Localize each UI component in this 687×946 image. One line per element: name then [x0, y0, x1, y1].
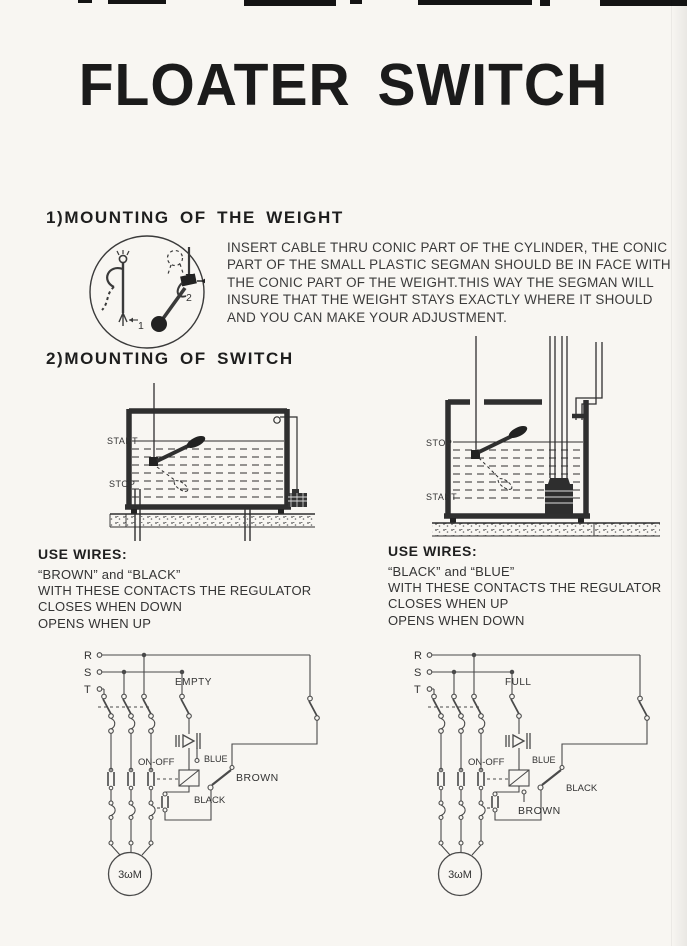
tank-state-label: EMPTY: [175, 677, 212, 688]
contactor-contacts: [108, 768, 154, 801]
wire-note-line: OPENS WHEN UP: [38, 615, 152, 631]
t-bus: [102, 689, 104, 694]
scan-artifact: [350, 0, 362, 4]
tank-leg: [278, 509, 284, 514]
wiring-schematic-empty: [78, 644, 336, 914]
terminal-s-label: S: [84, 667, 92, 679]
section2-heading: 2)MOUNTING OF SWITCH: [46, 349, 294, 368]
figure-step2-label: 2: [186, 292, 192, 304]
body-line: INSERT CABLE THRU CONIC PART OF THE CYLINDER, THE CONIC: [227, 240, 668, 255]
body-line: INSURE THAT THE WEIGHT STAYS EXACTLY WHERE IT SHOULD: [227, 292, 653, 308]
counterweight: [149, 457, 158, 466]
motor-label: 3ωM: [448, 869, 472, 881]
wire-note-line: CLOSES WHEN UP: [388, 596, 509, 612]
indicator-lamp-icon: [506, 733, 530, 749]
blue-wire-label: BLUE: [204, 754, 228, 764]
tank-diagram-filling: [426, 336, 668, 542]
wire-colors-line: “BROWN” and “BLACK”: [38, 567, 181, 582]
figure-step1-label: 1: [138, 320, 144, 332]
terminal-s-label: S: [414, 667, 422, 679]
wiring-schematic-full: [408, 644, 666, 914]
scan-artifact: [108, 0, 166, 4]
wire-note-line: WITH THESE CONTACTS THE REGULATOR: [388, 580, 662, 596]
cable-segman-pictogram: [102, 250, 138, 326]
terminal-r-label: R: [84, 650, 92, 662]
external-pump: [288, 489, 307, 507]
terminal-t-label: T: [414, 684, 421, 696]
scan-artifact: [418, 0, 532, 5]
paper-crease: [671, 0, 672, 946]
wire-note-line: OPENS WHEN DOWN: [388, 612, 525, 628]
start-label: START: [426, 492, 458, 502]
wire-note-line: WITH THESE CONTACTS THE REGULATOR: [38, 583, 312, 599]
contactor-coil: [509, 770, 529, 786]
scan-artifact: [78, 0, 92, 3]
section1-heading: 1)MOUNTING OF THE WEIGHT: [46, 208, 344, 227]
float-arm-ghost: [157, 467, 176, 481]
blue-wire-label: BLUE: [532, 755, 556, 765]
black-wire-label: BLACK: [566, 783, 598, 794]
use-wires-right: [388, 543, 687, 629]
stop-label: STOP: [109, 479, 136, 489]
use-wires-heading: USE WIRES:: [38, 546, 128, 562]
inlet-elbow-pipe: [576, 342, 602, 420]
body-line: THE CONIC PART OF THE WEIGHT.THIS WAY THE SEGMAN WILL: [227, 274, 654, 290]
tank-leg: [578, 518, 584, 523]
float-ghost: [496, 477, 513, 492]
tank-state-label: FULL: [505, 677, 532, 688]
on-off-label: ON-OFF: [138, 757, 175, 768]
motor-label: 3ωM: [118, 869, 142, 881]
cable-pulley: [274, 417, 280, 423]
page-title: FLOATER SWITCH: [78, 51, 609, 119]
stop-label: STOP: [426, 438, 453, 448]
control-branch: [506, 694, 530, 770]
float-arm-ghost: [479, 458, 500, 479]
ground-hatch: [110, 514, 315, 527]
black-wire-label: BLACK: [194, 795, 226, 806]
tank-leg: [131, 509, 137, 514]
wire-note-line: CLOSES WHEN DOWN: [38, 599, 183, 615]
tank-leg: [450, 518, 456, 523]
on-off-label: ON-OFF: [468, 757, 505, 768]
section1-body: [227, 239, 671, 326]
body-line: PART OF THE SMALL PLASTIC SEGMAN SHOULD BE IN FACE WITH: [227, 257, 671, 273]
terminal-t-label: T: [84, 684, 91, 696]
wire-colors-line: “BLACK” and “BLUE”: [388, 564, 515, 579]
brown-wire-label: BROWN: [518, 805, 561, 817]
t-bus: [432, 689, 434, 694]
indicator-lamp-icon: [176, 733, 200, 749]
scan-artifact: [244, 0, 336, 6]
weight-mounting-figure: [86, 233, 208, 351]
scan-artifact: [540, 0, 550, 6]
ground-hatch: [432, 523, 660, 536]
scan-artifact: [600, 0, 687, 6]
terminal-r-label: R: [414, 650, 422, 662]
use-wires-left: [38, 546, 368, 632]
counterweight: [471, 450, 480, 459]
start-label: START: [107, 436, 139, 446]
body-line: AND YOU CAN MAKE YOUR ADJUSTMENT.: [227, 309, 508, 325]
brown-wire-label: BROWN: [236, 772, 279, 784]
water-lines: [132, 449, 284, 497]
contactor-coil: [179, 770, 199, 786]
pump-riser-pipes: [550, 336, 567, 478]
use-wires-heading: USE WIRES:: [388, 543, 478, 559]
tank-diagram-emptying: [106, 383, 318, 541]
submersible-pump: [545, 478, 573, 514]
float-arm-up: [157, 445, 190, 461]
contactor-contacts: [438, 768, 484, 801]
